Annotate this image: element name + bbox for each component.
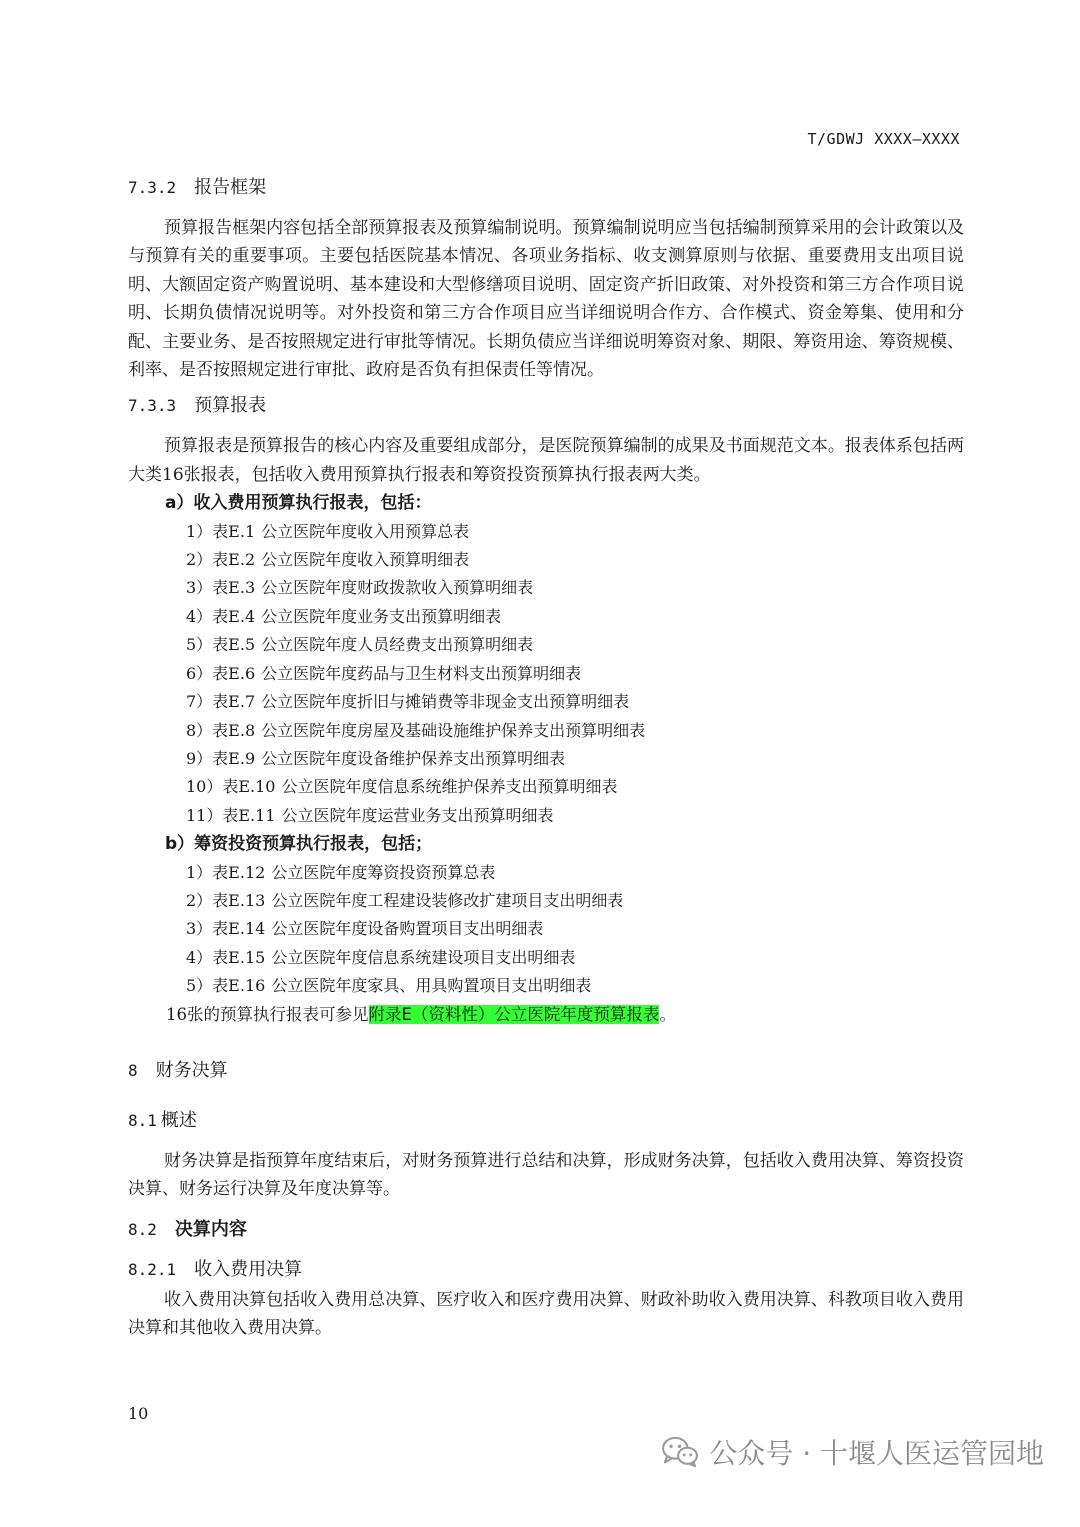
list-item: 3）表E.3 公立医院年度财政拨款收入预算明细表 bbox=[186, 578, 534, 598]
section-title: 报告框架 bbox=[194, 177, 267, 198]
page-content bbox=[128, 174, 964, 1343]
document-code: T/GDWJ XXXX—XXXX bbox=[807, 130, 960, 148]
list-item: 5）表E.16 公立医院年度家具、用具购置项目支出明细表 bbox=[186, 976, 592, 996]
list-item: 6）表E.6 公立医院年度药品与卫生材料支出预算明细表 bbox=[186, 663, 582, 683]
page-number: 10 bbox=[128, 1404, 149, 1423]
list-item: 2）表E.2 公立医院年度收入预算明细表 bbox=[186, 550, 470, 570]
closing-reference: 16张的预算执行报表可参见附录E（资料性）公立医院年度预算报表。 bbox=[166, 1004, 676, 1024]
section-heading-8-2 bbox=[128, 1216, 964, 1244]
section-heading-8-1 bbox=[128, 1107, 964, 1135]
list-item: 9）表E.9 公立医院年度设备维护保养支出预算明细表 bbox=[186, 748, 566, 768]
section-number: 7.3.2 bbox=[128, 178, 177, 197]
list-b bbox=[128, 859, 964, 1001]
section-heading-8-2-1 bbox=[128, 1256, 964, 1284]
section-number: 7.3.3 bbox=[128, 396, 177, 416]
paragraph-income-expense-settlement: 收入费用决算包括收入费用总决算、医疗收入和医疗费用决算、财政补助收入费用决算、科教项目收入费用决算和其他收入费用决算。 bbox=[128, 1289, 964, 1339]
list-item: 10）表E.10 公立医院年度信息系统维护保养支出预算明细表 bbox=[186, 777, 618, 797]
list-item: 11）表E.11 公立医院年度运营业务支出预算明细表 bbox=[186, 805, 554, 825]
list-a-title: a）收入费用预算执行报表，包括： bbox=[165, 493, 432, 514]
section-title: 财务决算 bbox=[155, 1059, 228, 1081]
section-title: 概述 bbox=[160, 1109, 197, 1131]
list-item: 4）表E.4 公立医院年度业务支出预算明细表 bbox=[186, 606, 502, 626]
wechat-icon bbox=[661, 1436, 699, 1468]
list-item: 1）表E.12 公立医院年度筹资投资预算总表 bbox=[186, 862, 496, 882]
watermark-text: 公众号 · 十堰人医运管园地 bbox=[709, 1437, 1044, 1470]
section-heading-7-3-3 bbox=[128, 392, 964, 420]
list-item: 3）表E.14 公立医院年度设备购置项目支出明细表 bbox=[186, 919, 544, 939]
section-heading-7-3-2 bbox=[128, 174, 964, 202]
section-number: 8.1 bbox=[128, 1110, 157, 1130]
list-item: 5）表E.5 公立医院年度人员经费支出预算明细表 bbox=[186, 635, 534, 655]
section-number: 8.2 bbox=[128, 1219, 157, 1239]
paragraph-overview: 财务决算是指预算年度结束后，对财务预算进行总结和决算，形成财务决算，包括收入费用决算、筹资投资决算、财务运行决算及年度决算等。 bbox=[128, 1150, 964, 1200]
section-title: 预算报表 bbox=[194, 395, 267, 417]
list-a bbox=[128, 518, 964, 830]
paragraph-report-framework: 预算报告框架内容包括全部预算报表及预算编制说明。预算编制说明应当包括编制预算采用的会计政策以及与预算有关的重要事项。主要包括医院基本情况、各项业务指标、收支测算原则与依据、重要费用支出项目说明、大额固定资产购置说明、基本建设和大型修缮项目说明、固定资产折旧政策、对外投资和第三方合作项目说明、长期负债情况说明等。对外投资和第三方合作项目应当详细说明合作方、合作模式、资金筹集、使用和分配、主要业务、是否按照规定进行审批等情况。长期负债应当详细说明筹资对象、期限、筹资用途、筹资规模、利率、是否按照规定进行审批、政府是否负有担保责任等情况。 bbox=[128, 218, 964, 381]
section-title: 决算内容 bbox=[174, 1218, 247, 1240]
appendix-link-highlight[interactable]: 附录E（资料性）公立医院年度预算报表 bbox=[368, 1004, 660, 1024]
paragraph-budget-reports: 预算报表是预算报告的核心内容及重要组成部分，是医院预算编制的成果及书面规范文本。报表体系包括两大类16张报表，包括收入费用预算执行报表和筹资投资预算执行报表两大类。 bbox=[128, 436, 964, 485]
chapter-heading-8 bbox=[128, 1057, 964, 1085]
list-item: 1）表E.1 公立医院年度收入用预算总表 bbox=[186, 521, 470, 541]
section-number: 8 bbox=[128, 1060, 138, 1080]
list-item: 8）表E.8 公立医院年度房屋及基础设施维护保养支出预算明细表 bbox=[186, 720, 646, 740]
list-item: 4）表E.15 公立医院年度信息系统建设项目支出明细表 bbox=[186, 947, 576, 967]
section-title: 收入费用决算 bbox=[194, 1258, 303, 1280]
section-number: 8.2.1 bbox=[128, 1259, 177, 1279]
list-b-title: b）筹资投资预算执行报表，包括； bbox=[165, 834, 433, 855]
list-item: 7）表E.7 公立医院年度折旧与摊销费等非现金支出预算明细表 bbox=[186, 692, 630, 712]
watermark bbox=[661, 1428, 1044, 1476]
list-item: 2）表E.13 公立医院年度工程建设装修改扩建项目支出明细表 bbox=[186, 890, 624, 910]
